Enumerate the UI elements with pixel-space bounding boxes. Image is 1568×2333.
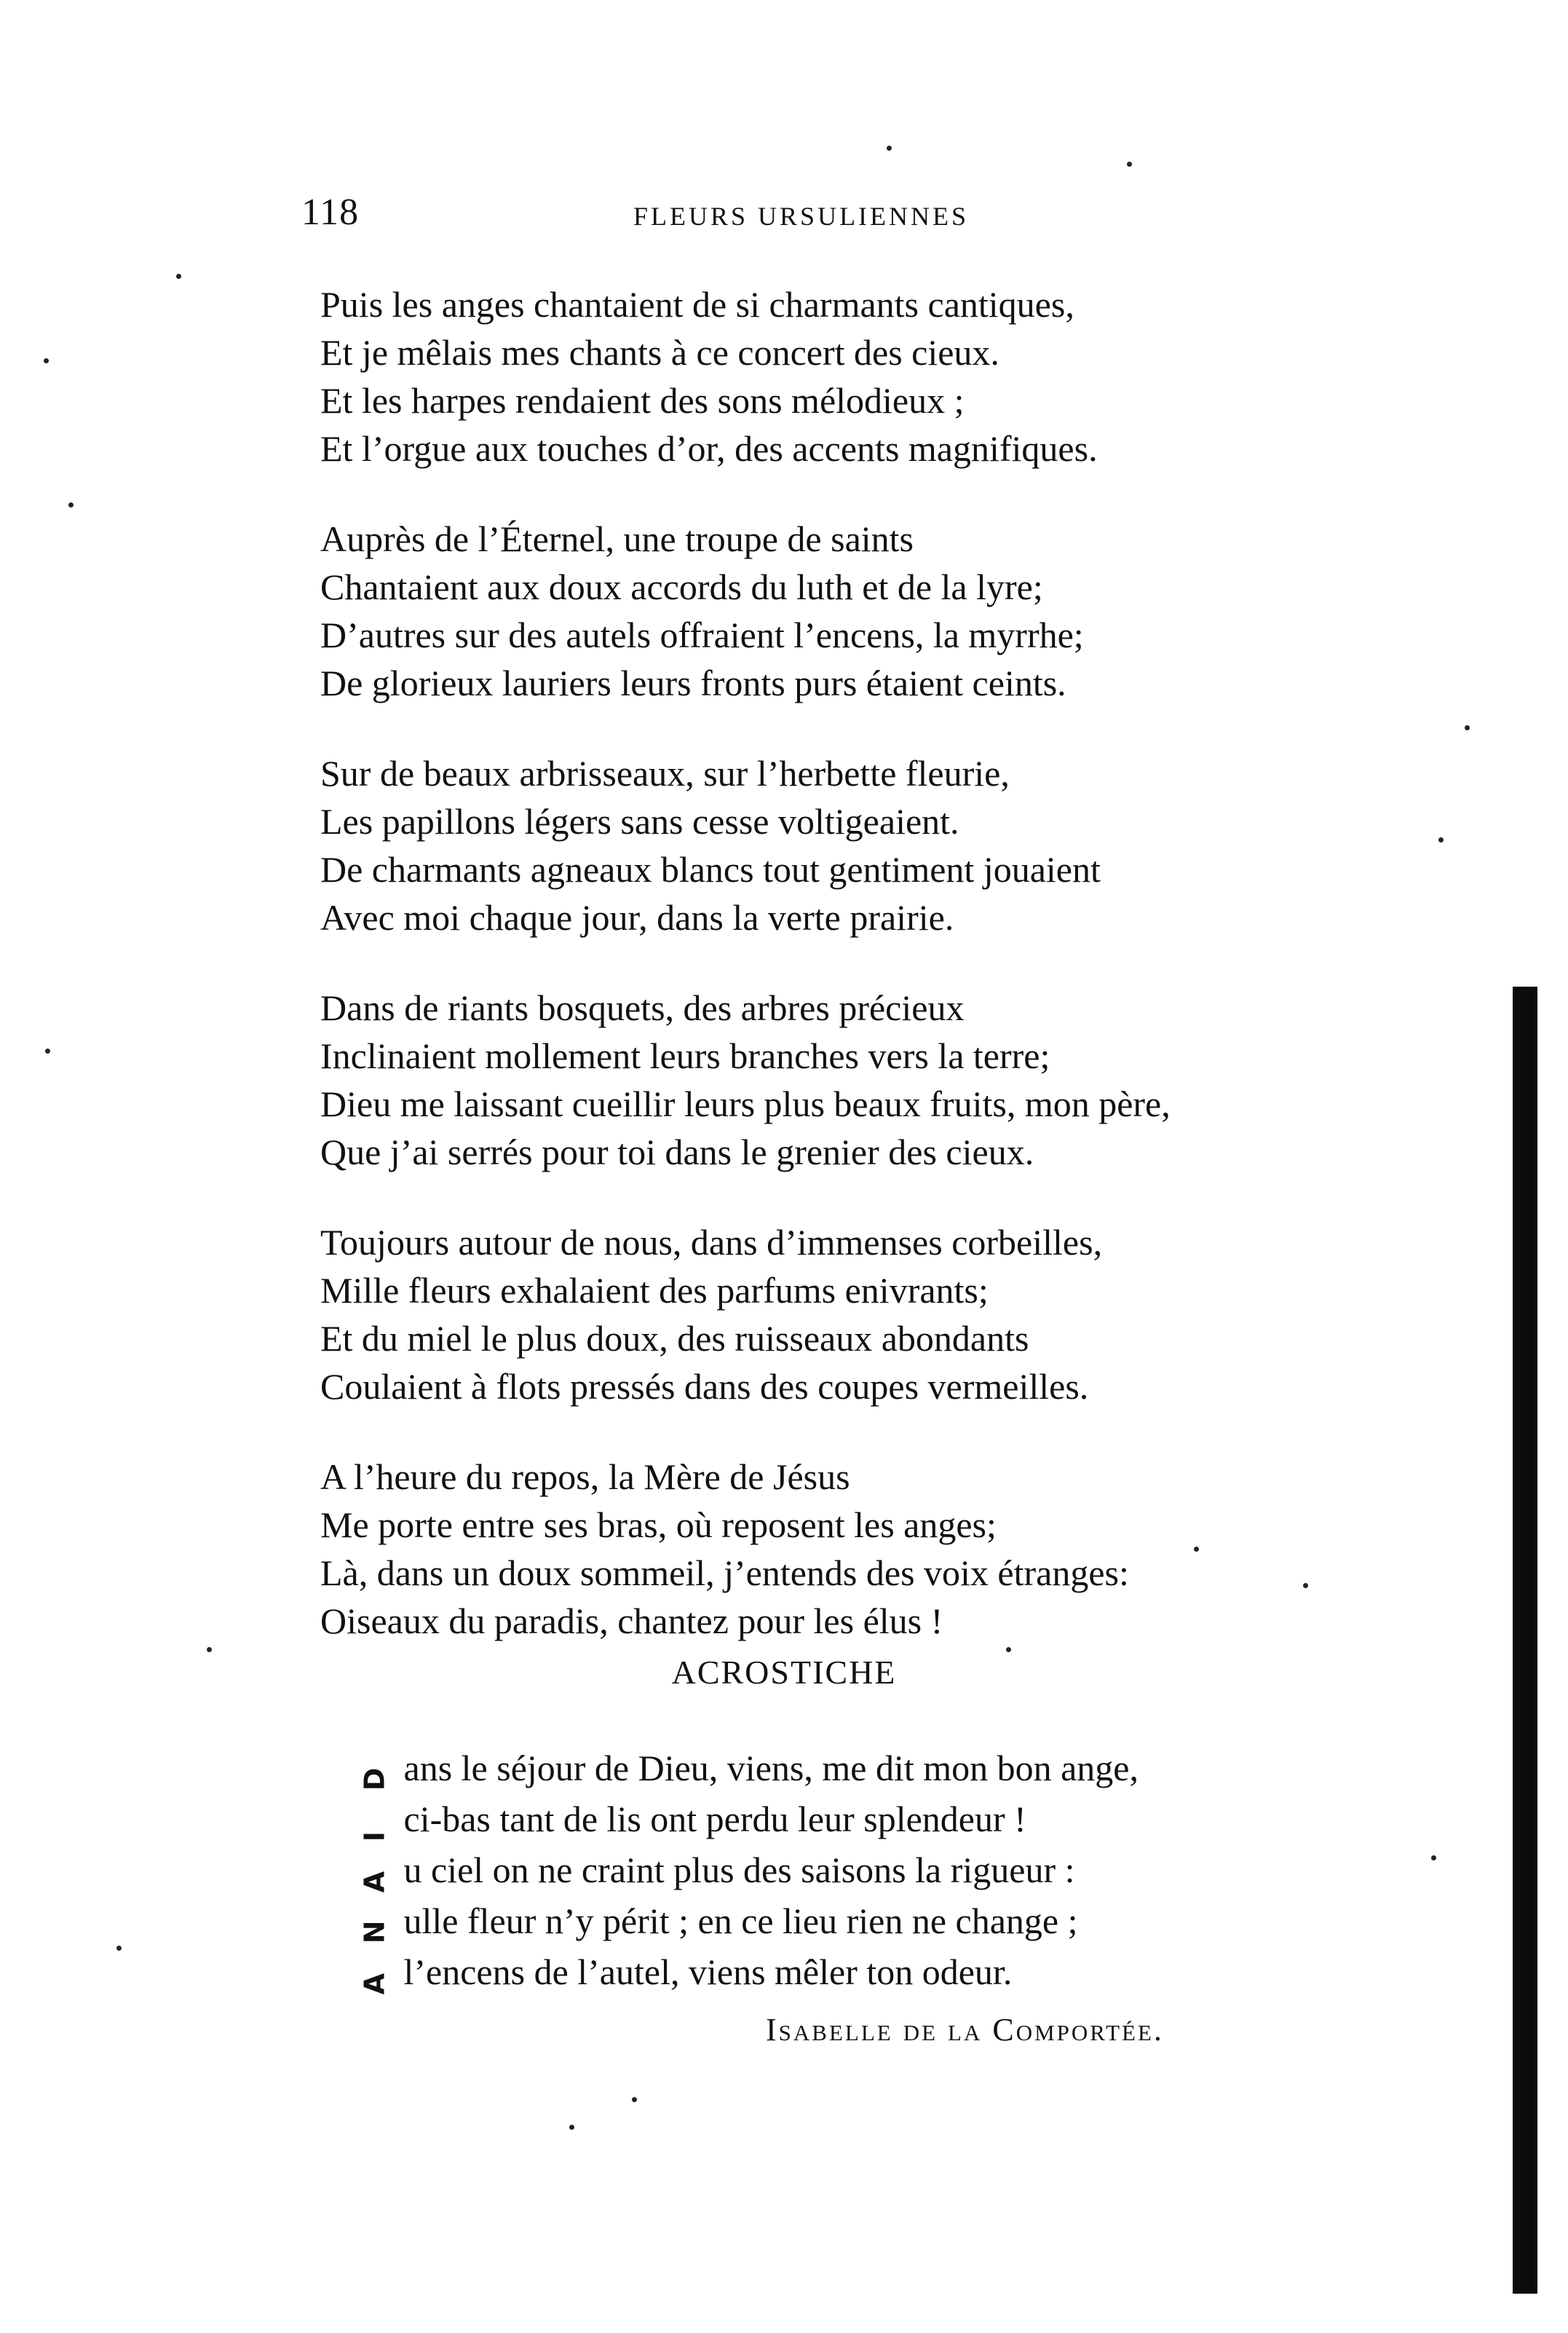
stanza-3 [320,749,1398,942]
verse-line: Et l’orgue aux touches d’or, des accents magnifiques. [320,428,1098,469]
verse-line: Auprès de l’Éternel, une troupe de saints [320,518,914,559]
scan-speck [45,1049,50,1054]
verse-line: Me porte entre ses bras, où reposent les anges; [320,1504,997,1545]
verse-line: De glorieux lauriers leurs fronts purs étaient ceints. [320,663,1066,703]
verse-line: Dieu me laissant cueillir leurs plus beaux fruits, mon père, [320,1083,1171,1124]
scan-speck [176,274,181,279]
scan-speck [1438,837,1444,842]
verse-line: Et je mêlais mes chants à ce concert des cieux. [320,332,999,373]
stanza-6 [320,1453,1398,1645]
verse-line: Dans de riants bosquets, des arbres précieux [320,987,965,1028]
acrostic-line [360,1795,1379,1846]
scan-speck [1465,725,1470,730]
stanza-4 [320,984,1398,1176]
verse-line: De charmants agneaux blancs tout gentiment jouaient [320,849,1101,890]
verse-line: Inclinaient mollement leurs branches vers la terre; [320,1035,1050,1076]
scan-speck [207,1647,212,1652]
stanza-2 [320,515,1398,707]
verse-line: Toujours autour de nous, dans d’immenses corbeilles, [320,1222,1103,1263]
verse-line: Coulaient à flots pressés dans des coupes vermeilles. [320,1366,1089,1407]
scan-speck [569,2125,574,2130]
verse-line: A l’heure du repos, la Mère de Jésus [320,1456,850,1497]
verse-line: Et du miel le plus doux, des ruisseaux abondants [320,1318,1029,1359]
verse-line: Que j’ai serrés pour toi dans le grenier des cieux. [320,1132,1034,1172]
scan-speck [1006,1647,1011,1652]
acrostic-line [360,1846,1379,1897]
verse-line: Là, dans un doux sommeil, j’entends des voix étranges: [320,1552,1129,1593]
acrostic-line [360,1948,1379,1999]
verse-line: Et les harpes rendaient des sons mélodieux ; [320,380,965,421]
verse-line: Mille fleurs exhalaient des parfums enivrants; [320,1270,989,1311]
acrostic-initial: A [358,1871,391,1893]
author-signature: Isabelle de la Comportée. [766,2012,1164,2048]
acrostic-line-text: ulle fleur n’y périt ; en ce lieu rien ne change ; [403,1900,1078,1941]
page-number: 118 [301,192,360,233]
acrostic-initial: N [358,1920,391,1944]
acrostic-line [360,1897,1379,1948]
verse-line: Chantaient aux doux accords du luth et de la lyre; [320,567,1043,607]
poem [320,280,1398,1687]
acrostic-line-text: l’encens de l’autel, viens mêler ton odeur. [403,1951,1013,1992]
acrostic-line-text: u ciel on ne craint plus des saisons la rigueur : [403,1850,1075,1890]
acrostic-initial: D [358,1767,391,1791]
acrostic [360,1744,1379,1999]
scan-edge-bar [1513,987,1537,2294]
scan-speck [1303,1583,1308,1588]
scan-edge-bar-top [1518,987,1523,1074]
scan-speck [68,502,74,508]
scan-speck [1127,162,1132,167]
verse-line: Les papillons légers sans cesse voltigeaient. [320,801,959,842]
acrostic-line [360,1744,1379,1795]
running-head [301,191,1306,242]
running-title: FLEURS URSULIENNES [633,202,970,231]
scan-speck [1194,1547,1199,1552]
verse-line: Avec moi chaque jour, dans la verte prairie. [320,897,954,938]
acrostic-initial: A [358,1973,391,1995]
scan-speck [1431,1855,1436,1860]
scan-speck [632,2097,637,2102]
verse-line: Oiseaux du paradis, chantez pour les élus ! [320,1600,943,1641]
verse-line: Sur de beaux arbrisseaux, sur l’herbette fleurie, [320,753,1010,794]
verse-line: Puis les anges chantaient de si charmants cantiques, [320,284,1074,325]
scan-speck [44,358,49,363]
stanza-1 [320,280,1398,473]
scan-speck [887,146,892,151]
verse-line: D’autres sur des autels offraient l’encens, la myrrhe; [320,615,1084,655]
acrostic-line-text: ans le séjour de Dieu, viens, me dit mon bon ange, [403,1748,1139,1788]
scan-speck [116,1946,122,1951]
acrostic-line-text: ci-bas tant de lis ont perdu leur splendeur ! [403,1799,1026,1839]
acrostic-initial: I [358,1831,391,1842]
stanza-5 [320,1218,1398,1410]
acrostic-title: ACROSTICHE [671,1654,897,1691]
